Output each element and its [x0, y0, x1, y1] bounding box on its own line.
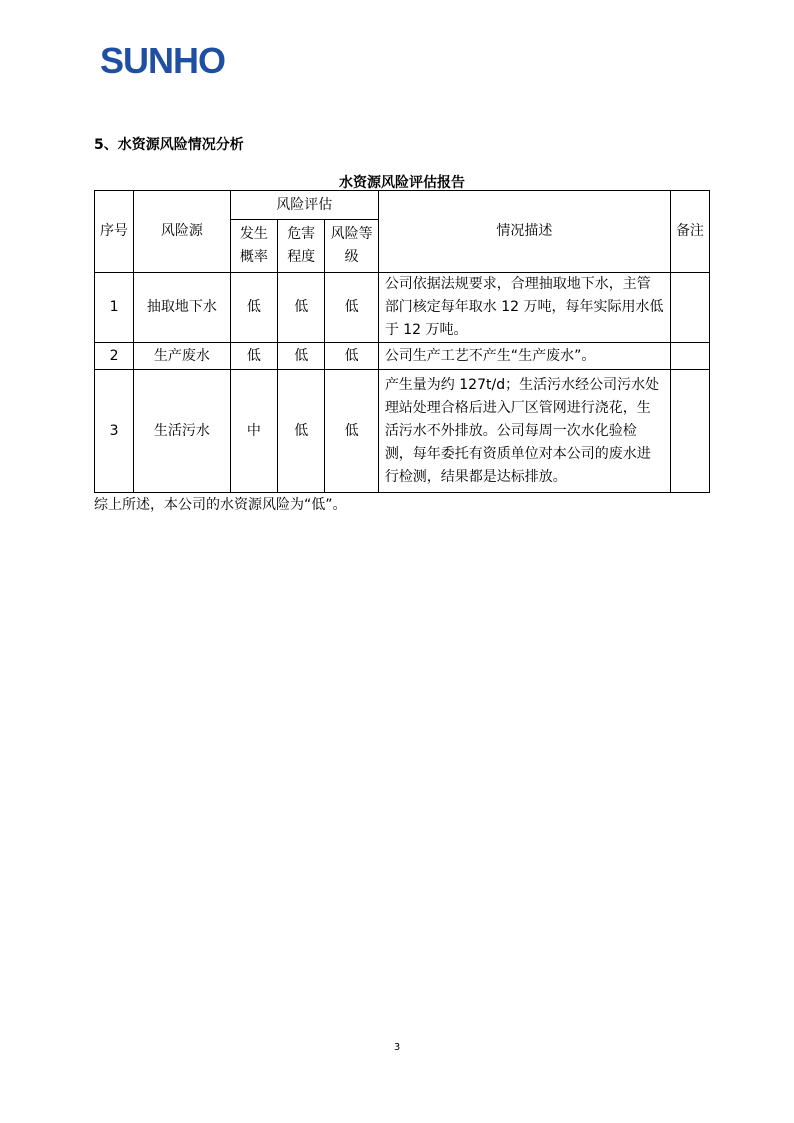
row-risk-source: 生活污水 — [134, 370, 231, 493]
row-probability: 低 — [230, 273, 277, 343]
row-remark — [670, 343, 709, 370]
row-risk-source: 抽取地下水 — [134, 273, 231, 343]
header-risk-assessment: 风险评估 — [230, 191, 378, 220]
risk-assessment-table — [94, 190, 710, 493]
row-description: 公司生产工艺不产生“生产废水”。 — [378, 343, 670, 370]
row-risk-level: 低 — [325, 370, 378, 493]
row-probability: 低 — [230, 343, 277, 370]
table-header-row — [95, 191, 710, 220]
header-remark: 备注 — [670, 191, 709, 273]
row-probability: 中 — [230, 370, 277, 493]
row-risk-source: 生产废水 — [134, 343, 231, 370]
row-risk-level: 低 — [325, 343, 378, 370]
table-row — [95, 370, 710, 493]
row-severity: 低 — [278, 273, 325, 343]
table-title: 水资源风险评估报告 — [339, 175, 465, 191]
page-number: 3 — [393, 1042, 401, 1053]
row-remark — [670, 273, 709, 343]
table-row — [95, 273, 710, 343]
header-severity: 危害程度 — [278, 220, 325, 273]
header-risk-level: 风险等级 — [325, 220, 378, 273]
row-no: 1 — [95, 273, 134, 343]
row-severity: 低 — [278, 343, 325, 370]
header-description: 情况描述 — [378, 191, 670, 273]
row-description: 公司依据法规要求，合理抽取地下水，主管部门核定每年取水 12 万吨，每年实际用水低于 12 万吨。 — [378, 273, 670, 343]
row-no: 3 — [95, 370, 134, 493]
row-remark — [670, 370, 709, 493]
row-no: 2 — [95, 343, 134, 370]
header-risk-source: 风险源 — [134, 191, 231, 273]
header-probability: 发生概率 — [230, 220, 277, 273]
row-description: 产生量为约 127t/d；生活污水经公司污水处理站处理合格后进入厂区管网进行浇花，生活污水不外排放。公司每周一次水化验检测，每年委托有资质单位对本公司的废水进行检测，结果都是达标排放。 — [378, 370, 670, 493]
table-row — [95, 343, 710, 370]
company-logo: SUNHO — [100, 40, 226, 81]
header-no: 序号 — [95, 191, 134, 273]
section-heading: 5、水资源风险情况分析 — [94, 137, 244, 153]
summary-text: 综上所述，本公司的水资源风险为“低”。 — [94, 497, 347, 513]
row-risk-level: 低 — [325, 273, 378, 343]
row-severity: 低 — [278, 370, 325, 493]
